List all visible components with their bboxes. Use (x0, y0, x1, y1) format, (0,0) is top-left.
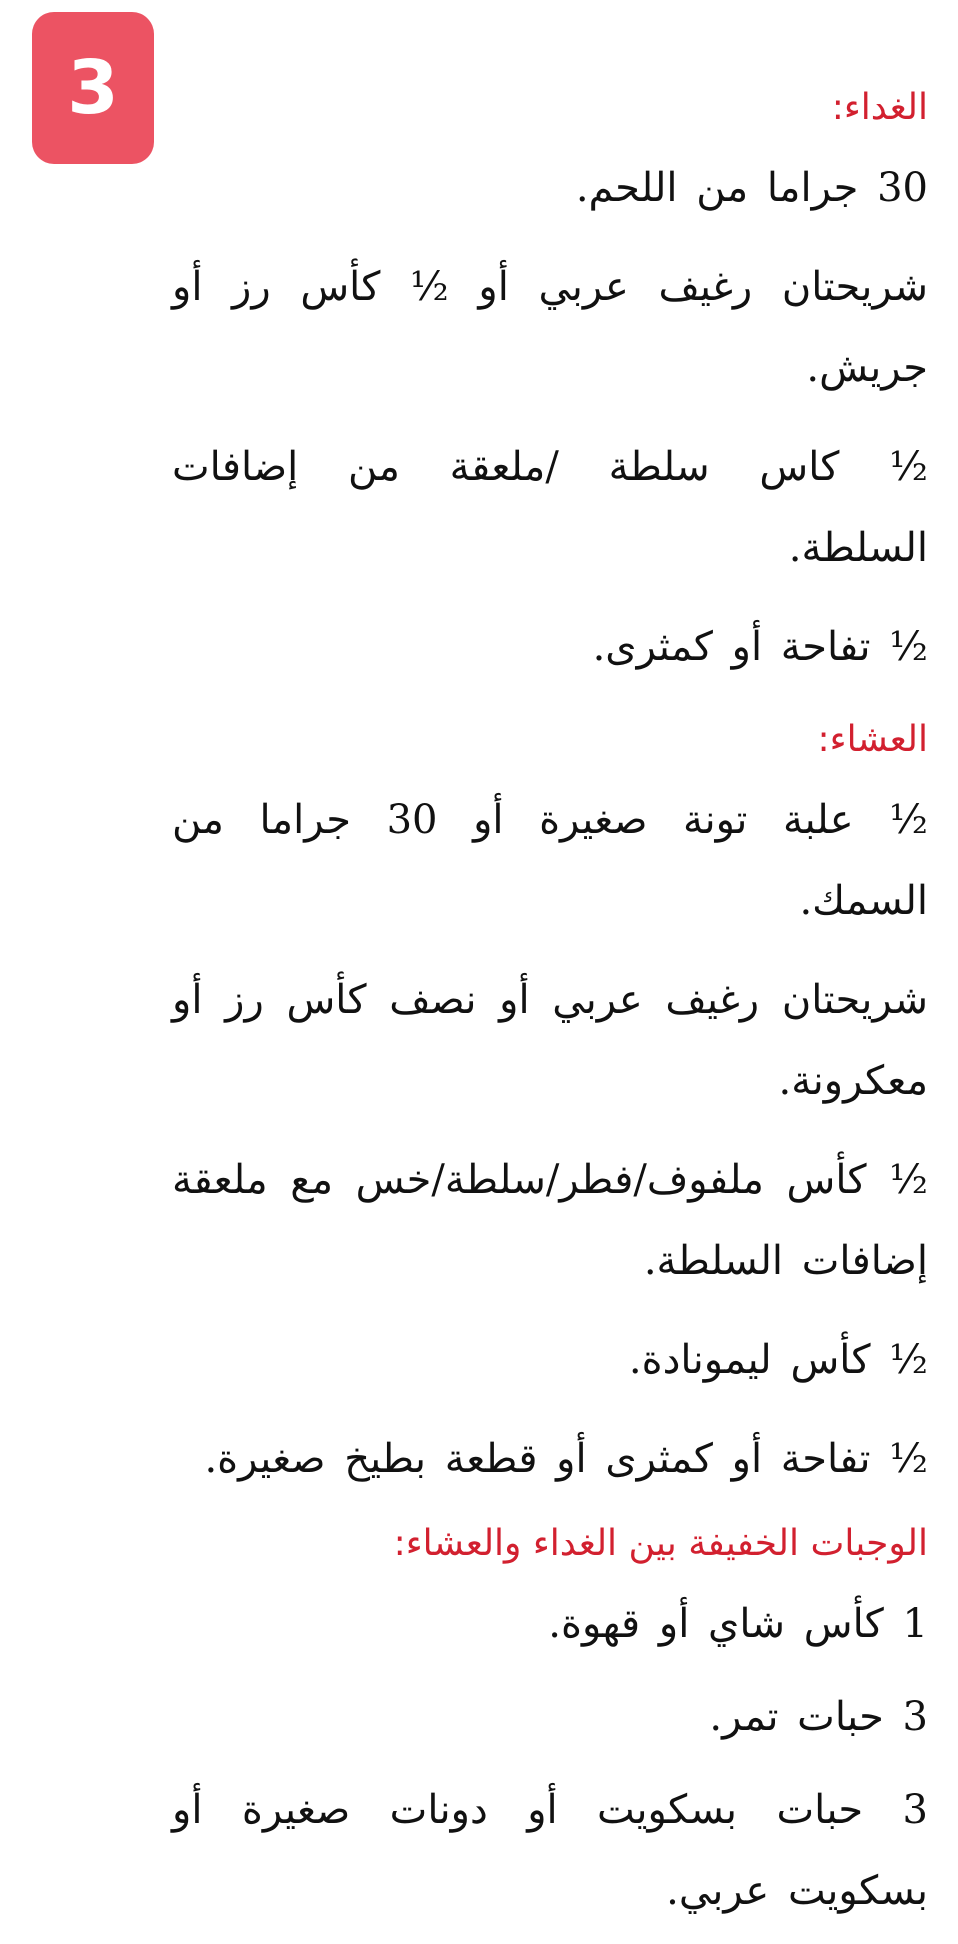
lunch-item: شريحتان رغيف عربي أو ½ كأس رز أو جريش. (172, 264, 928, 391)
meal-plan-content (172, 86, 928, 1944)
dinner-item: ½ كأس ملفوف/فطر/سلطة/خس مع ملعقة إضافات السلطة. (172, 1157, 928, 1284)
lunch-heading: الغداء: (831, 87, 928, 128)
lunch-item: ½ كاس سلطة /ملعقة من إضافات السلطة. (172, 444, 928, 571)
snack-item: 3 حبات تمر. (709, 1694, 928, 1740)
day-number-badge: 3 (32, 12, 154, 164)
dinner-item: ½ كأس ليمونادة. (628, 1337, 928, 1383)
snack-item: 1 كأس شاي أو قهوة. (548, 1601, 928, 1647)
dinner-item: ½ علبة تونة صغيرة أو 30 جراما من السمك. (172, 797, 928, 924)
dinner-heading: العشاء: (817, 719, 928, 760)
lunch-item: ½ تفاحة أو كمثرى. (592, 624, 928, 670)
snacks-heading: الوجبات الخفيفة بين الغداء والعشاء: (393, 1523, 928, 1564)
dinner-item: ½ تفاحة أو كمثرى أو قطعة بطيخ صغيرة. (204, 1436, 928, 1482)
lunch-item: 30 جراما من اللحم. (575, 165, 928, 211)
snack-item: 3 حبات بسكويت أو دونات صغيرة أو بسكويت عربي. (172, 1787, 928, 1914)
dinner-item: شريحتان رغيف عربي أو نصف كأس رز أو معكرونة. (172, 977, 928, 1104)
